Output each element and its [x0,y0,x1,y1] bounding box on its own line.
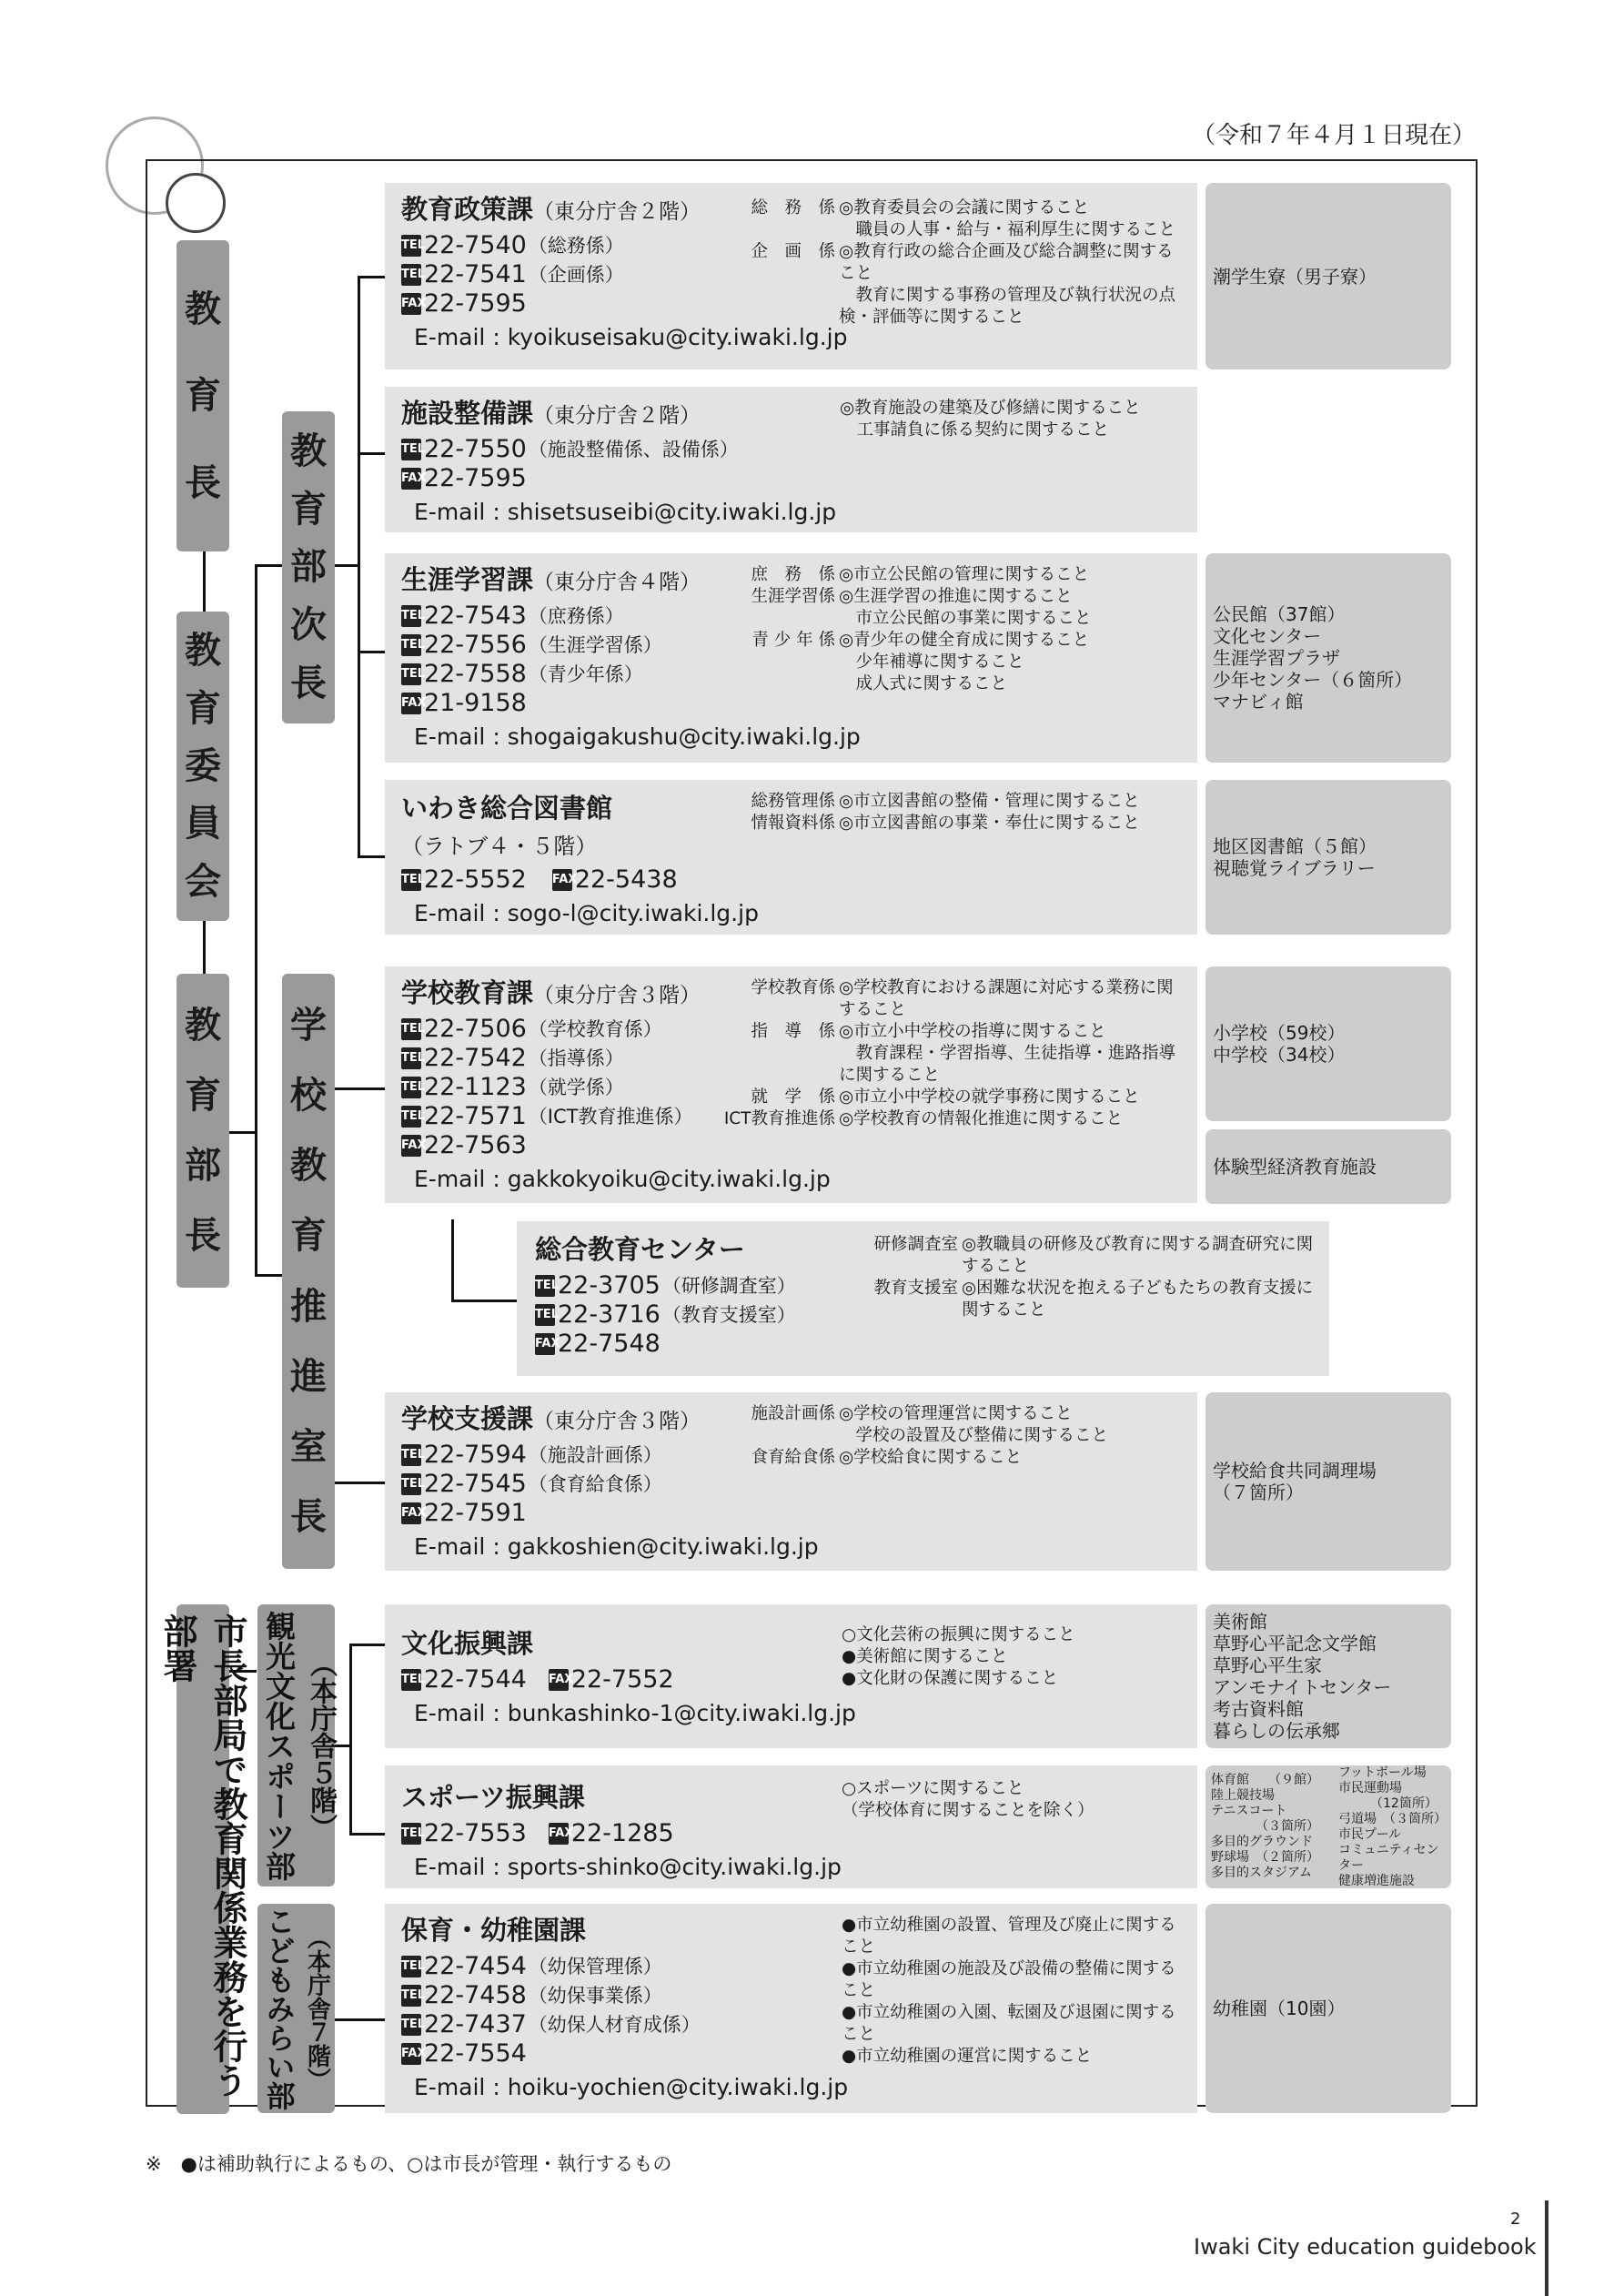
duty-text: ◎困難な状況を抱える子どもたちの教育支援に関すること [962,1279,1314,1320]
email-address: E-mail : hoiku-yochien@city.iwaki.lg.jp [414,2073,849,2100]
email-address: E-mail : bunkashinko-1@city.iwaki.lg.jp [414,1699,856,1726]
facility-item: 地区図書館（５館） [1213,835,1377,857]
connector-line [335,1482,385,1484]
phone-number: 22-1123 [424,1072,527,1101]
facility-box [1205,780,1451,935]
tel-icon: TEL [401,1985,421,2007]
section-title: いわき総合図書館 [401,793,613,824]
facility-box [1205,1765,1451,1888]
duty-unit [740,285,835,329]
section-title: 学校支援課（東分庁舎３階） [401,1403,701,1434]
facility-item: 健康増進施設 [1338,1873,1415,1888]
facility-item: 暮らしの伝承郷 [1213,1720,1340,1742]
duty-unit: 庶 務 係 [751,565,835,584]
duty-text: ●市立幼稚園の入園、転園及び退園に関すること [842,2003,1176,2044]
facility-item: 中学校（34校） [1213,1044,1346,1066]
duty-text: ●市立幼稚園の施設及び設備の整備に関すること [842,1959,1176,2000]
duty-text: ◎市立図書館の事業・奉仕に関すること [839,814,1140,833]
duty-text: ◎市立小中学校の指導に関すること [839,1022,1106,1041]
box-char: 部 [185,1145,221,1187]
duty-unit [740,673,835,695]
connector-line [335,564,359,567]
duty-unit: 総務管理係 [751,792,835,811]
page-edge-bar [1545,2200,1548,2296]
fax-number: 22-7548 [558,1329,661,1358]
contact-note: （学校教育係） [528,1017,662,1040]
facility-item: 弓道場 （３箇所） [1338,1811,1447,1826]
tel-icon: TEL [401,439,421,460]
tel-icon: TEL [401,634,421,656]
facility-item: テニスコート [1211,1804,1287,1818]
fax-icon: FAX [401,468,421,490]
section-shogai-gakushu [385,553,1197,763]
fax-number: 22-7591 [424,1498,527,1527]
tel-icon: TEL [401,1077,421,1098]
duty-text: 市立公民館の事業に関すること [839,609,1092,628]
duty-text: ●市立幼稚園の運営に関すること [842,2047,1093,2066]
connector-line [358,452,385,455]
duty-text: 教育に関する事務の管理及び執行状況の点検・評価等に関すること [839,286,1176,327]
section-title: 教育政策課（東分庁舎２階） [401,194,701,225]
facility-item: 考古資料館 [1213,1698,1304,1720]
duty-unit: 指 導 係 [751,1022,835,1041]
contact-note: （食育給食係） [528,1472,662,1495]
fax-icon: FAX [401,1135,421,1157]
duty-unit: 生涯学習係 [751,587,835,606]
connector-line [451,1219,454,1301]
duty-text: 学校の設置及び整備に関すること [839,1426,1109,1445]
connector-line [349,1644,352,1836]
tel-icon: TEL [401,1047,421,1069]
facility-item: 市民運動場 [1338,1780,1402,1795]
connector-line [358,276,360,858]
facility-box [1205,1392,1451,1571]
email-address: E-mail : gakkokyoiku@city.iwaki.lg.jp [414,1165,831,1192]
duty-unit: 就 学 係 [751,1087,835,1107]
email-address: E-mail : gakkoshien@city.iwaki.lg.jp [414,1532,819,1560]
contact-note: （青少年係） [528,663,643,685]
section-sogo-kyoiku-center [517,1221,1329,1376]
box-char: 学 [290,1005,327,1047]
kodomo-dept-location: （本庁舎７階） [303,1926,331,2091]
fax-icon: FAX [549,1823,569,1845]
duty-text: ●美術館に関すること [842,1647,1008,1666]
facility-item: 公民館（37館） [1213,603,1346,625]
duty-text: （学校体育に関することを除く） [842,1801,1094,1820]
duty-text: ◎学校の管理運営に関すること [839,1404,1073,1423]
phone-number: 22-7542 [424,1043,527,1072]
tel-icon: TEL [401,663,421,685]
facility-box [1205,553,1451,763]
duty-text: ◎教育施設の建築及び修繕に関すること [840,399,1141,418]
email-address: E-mail : shogaigakushu@city.iwaki.lg.jp [414,723,861,750]
tel-icon: TEL [401,2014,421,2036]
tel-icon: TEL [535,1304,555,1326]
box-char: 育 [185,375,221,417]
connector-line [358,651,385,653]
duty-text: ◎市立公民館の管理に関すること [839,565,1090,584]
tel-icon: TEL [401,1444,421,1466]
section-title: 学校教育課（東分庁舎３階） [401,977,701,1008]
contact-note: （施設計画係） [528,1443,662,1466]
box-char: 次 [290,604,327,647]
duty-text: ○スポーツに関すること [842,1779,1024,1798]
deputy-director-box [282,411,335,723]
duty-unit: 食育給食係 [751,1448,835,1467]
contact-note: （幼保人材育成係） [528,2013,701,2036]
phone-number: 22-7558 [424,659,527,688]
box-char: 進 [290,1355,327,1398]
box-char: 教 [185,630,221,673]
phone-number: 22-7541 [424,259,527,288]
section-title: 文化振興課 [401,1628,534,1659]
tel-icon: TEL [401,1823,421,1845]
duty-unit: 研修調査室 [873,1235,958,1254]
mayor-department-box [157,1604,247,2114]
connector-line [335,2018,385,2021]
duty-text: ◎市立図書館の整備・管理に関すること [839,792,1140,811]
box-char: 室 [290,1425,327,1468]
section-title: 保育・幼稚園課 [401,1915,587,1946]
connector-line [255,564,257,1276]
duty-text: ◎教育委員会の会議に関すること [839,198,1090,217]
fax-icon: FAX [549,1669,569,1691]
box-char: 長 [290,1495,327,1538]
contact-note: （企画係） [528,263,624,286]
facility-item: コミュニティセンター [1338,1842,1439,1873]
connector-line [358,276,385,278]
box-char: 育 [290,488,327,531]
facility-item: アンモナイトセンター [1213,1676,1392,1698]
fax-icon: FAX [535,1333,555,1355]
contact-note: （就学係） [528,1076,624,1098]
section-sogo-toshokan [385,780,1197,935]
connector-line [349,1833,385,1836]
duties-list [714,977,1190,1130]
contact-note: （施設整備係、設備係） [528,438,739,460]
box-char: 教 [185,288,221,330]
box-char: 長 [185,1215,221,1257]
duty-text: ◎学校教育における課題に対応する業務に関すること [839,978,1174,1019]
phone-number: 22-7545 [424,1469,527,1498]
contact-note: （研修調査室） [661,1274,796,1297]
tel-icon: TEL [401,605,421,627]
kodomo-dept-label: こどもみらい部 [261,1907,297,2110]
duties-list [740,564,1190,695]
contact-list [401,1819,1181,1848]
contact-note: （指導係） [528,1047,624,1069]
box-char: 員 [185,803,221,845]
duty-unit [740,608,835,630]
fax-number: 22-7595 [424,463,527,492]
phone-number: 22-7594 [424,1440,527,1469]
contact-list [401,865,1181,895]
tel-icon: TEL [401,1106,421,1128]
duty-unit [740,1425,835,1447]
duty-text: ◎市立小中学校の就学事務に関すること [839,1087,1140,1107]
facility-column [1333,1765,1451,1889]
board-of-education-box [177,612,229,921]
phone-number: 22-7556 [424,630,527,659]
tourism-dept-location: （本庁舎５階） [305,1650,337,1841]
section-location: （ラトブ４・５階） [401,833,598,859]
phone-number: 22-7506 [424,1014,527,1043]
decorative-circle [166,173,226,233]
connector-line [255,564,282,567]
duty-unit: ICT教育推進係 [723,1109,835,1128]
facility-item: 学校給食共同調理場 [1213,1460,1377,1482]
phone-number: 22-7550 [424,434,527,463]
fax-icon: FAX [401,293,421,315]
facility-item: 幼稚園（10園） [1213,1998,1346,2019]
duties-list [740,1403,1190,1469]
email-address: E-mail : kyoikuseisaku@city.iwaki.lg.jp [414,323,848,350]
tel-icon: TEL [401,1669,421,1691]
box-char: 長 [290,663,327,705]
phone-number: 22-7553 [424,1818,527,1847]
tel-icon: TEL [401,235,421,257]
duty-unit: 総 務 係 [751,198,835,217]
box-char: 育 [290,1215,327,1258]
tel-icon: TEL [401,264,421,286]
facility-item: 草野心平生家 [1213,1654,1322,1676]
section-title: スポーツ振興課 [401,1782,585,1813]
fax-icon: FAX [401,2043,421,2065]
phone-number: 22-3705 [558,1270,661,1300]
duty-unit: 教育支援室 [873,1279,958,1298]
section-gakko-shien [385,1392,1197,1571]
contact-note: （教育支援室） [661,1303,796,1326]
guidebook-brand: Iwaki City education guidebook [1194,2234,1537,2260]
fax-number: 22-7554 [424,2038,527,2068]
facility-item: 少年センター（６箇所） [1213,669,1413,691]
contact-note: （総務係） [528,234,624,257]
phone-number: 22-7540 [424,230,527,259]
box-char: 教 [290,430,327,472]
phone-number: 22-7458 [424,1980,527,2009]
school-education-office-box [282,974,335,1569]
box-char: 教 [290,1145,327,1188]
duty-text: ●市立幼稚園の設置、管理及び廃止に関すること [842,1916,1176,1957]
fax-number: 21-9158 [424,688,527,717]
email-address: E-mail : shisetsuseibi@city.iwaki.lg.jp [414,498,837,525]
footnote: ※ ●は補助執行によるもの、○は市長が管理・執行するもの [146,2153,672,2175]
connector-line [255,1274,282,1277]
contact-note: （生涯学習係） [528,633,662,656]
phone-number: 22-7543 [424,601,527,630]
duties-list [740,791,1190,834]
duty-unit: 学校教育係 [751,978,835,997]
duty-text: 少年補導に関すること [839,652,1024,672]
phone-number: 22-5552 [424,865,527,894]
phone-number: 22-7544 [424,1664,527,1694]
facility-item: 野球場 （２箇所） [1211,1850,1319,1865]
tourism-dept-label: 観光文化スポーツ部 [261,1610,297,1881]
page-number: 2 [1510,2210,1521,2229]
facility-item: 陸上競技場 [1211,1788,1275,1803]
connector-line [229,1131,257,1134]
facility-item: 潮学生寮（男子寮） [1213,265,1377,288]
fax-number: 22-5438 [574,865,678,894]
box-char: 校 [290,1075,327,1118]
duty-text: ◎教職員の研修及び教育に関する調査研究に関すること [962,1235,1314,1276]
kodomo-mirai-box [257,1904,335,2113]
section-bunka-shinko [385,1604,1197,1748]
facility-item: 体験型経済教育施設 [1213,1156,1377,1178]
fax-icon: FAX [401,693,421,714]
duty-text: ○文化芸術の振興に関すること [842,1625,1075,1644]
duty-unit [714,1043,835,1087]
tel-icon: TEL [401,1473,421,1495]
duties-list [842,1624,1190,1690]
box-char: 部 [290,546,327,589]
duty-unit: 企 画 係 [751,242,835,261]
duty-text: ◎学校教育の情報化推進に関すること [839,1109,1124,1128]
facility-box [1205,1129,1451,1204]
duty-text: ◎教育行政の総合企画及び総合調整に関すること [839,242,1174,283]
connector-line [335,1087,385,1090]
facility-item: 草野心平記念文学館 [1213,1633,1377,1654]
contact-note: （幼保事業係） [528,1984,662,2007]
section-title: 生涯学習課（東分庁舎４階） [401,564,701,595]
facility-item: 市民プール [1338,1826,1402,1842]
phone-number: 22-7454 [424,1951,527,1980]
contact-list [401,435,1181,493]
duties-list [842,1778,1190,1822]
box-char: 委 [185,744,221,787]
box-char: 育 [185,687,221,730]
education-director-box [177,974,229,1288]
fax-number: 22-7552 [570,1664,674,1694]
facility-item: 小学校（59校） [1213,1022,1346,1044]
section-hoiku-yochien [385,1904,1197,2113]
facility-item: （３箇所） [1211,1819,1319,1834]
superintendent-box [177,240,229,551]
facility-box [1205,966,1451,1121]
contact-note: （庶務係） [528,604,624,627]
facility-item: 生涯学習プラザ [1213,647,1340,669]
fax-number: 22-7563 [424,1130,527,1159]
phone-number: 22-7437 [424,2009,527,2038]
phone-number: 22-7571 [424,1101,527,1130]
duty-text: 成人式に関すること [839,674,1008,693]
facility-item: 多目的グラウンド [1211,1835,1313,1849]
facility-item: マナビィ館 [1213,691,1304,713]
email-address: E-mail : sogo-l@city.iwaki.lg.jp [414,899,759,926]
box-char: 推 [290,1285,327,1328]
tourism-culture-sports-box [257,1604,335,1886]
facility-item: 文化センター [1213,625,1322,647]
facility-box [1205,1904,1451,2113]
duty-unit: 青 少 年 係 [751,631,835,650]
connector-line [349,1644,385,1646]
facility-item: 美術館 [1213,1611,1267,1633]
tel-icon: TEL [535,1275,555,1297]
duties-list [842,1915,1190,2068]
section-title: 施設整備課（東分庁舎２階） [401,398,701,429]
facility-item: 体育館 （９館） [1211,1773,1319,1787]
duty-text: 工事請負に係る契約に関すること [840,420,1110,440]
section-kyoiku-seisaku [385,183,1197,369]
connector-line [451,1300,517,1302]
duty-text: 職員の人事・給与・福利厚生に関すること [839,220,1176,239]
duties-list [740,197,1190,329]
facility-item: 視聴覚ライブラリー [1213,857,1376,879]
contact-note: （ICT教育推進係） [528,1105,693,1128]
date-note: （令和７年４月１日現在） [1192,122,1477,149]
email-address: E-mail : sports-shinko@city.iwaki.lg.jp [414,1853,842,1880]
duty-text: ●文化財の保護に関すること [842,1669,1059,1688]
section-gakko-kyoiku [385,966,1197,1203]
facility-item: （12箇所） [1338,1795,1437,1811]
facility-item: 多目的スタジアム [1211,1866,1313,1880]
connector-line [358,855,385,858]
mayor-department-label: 市長部局で教育関係業務を行う部署 [157,1613,247,2098]
section-sports-shinko [385,1765,1197,1888]
duty-unit: 施設計画係 [751,1404,835,1423]
phone-number: 22-3716 [558,1300,661,1329]
tel-icon: TEL [401,869,421,891]
connector-line [203,919,206,974]
box-char: 長 [185,461,221,504]
fax-icon: FAX [552,869,572,891]
box-char: 会 [185,860,221,903]
facility-box [1205,183,1451,369]
duties-list [840,398,1190,441]
facility-item: （７箇所） [1213,1482,1304,1503]
section-shisetsu-seibi [385,387,1197,532]
duty-text: 教育課程・学習指導、生徒指導・進路指導に関すること [839,1044,1176,1085]
connector-line [203,551,206,614]
duty-text: ◎生涯学習の推進に関すること [839,587,1073,606]
duty-text: ◎青少年の健全育成に関すること [839,631,1090,650]
duty-text: ◎学校給食に関すること [839,1448,1023,1467]
facility-column [1205,1773,1333,1881]
fax-number: 22-1285 [570,1818,674,1847]
facility-box [1205,1604,1451,1748]
tel-icon: TEL [401,1956,421,1977]
duty-unit: 情報資料係 [751,814,835,833]
duties-list [862,1234,1322,1321]
box-char: 育 [185,1075,221,1117]
tel-icon: TEL [401,1018,421,1040]
fax-number: 22-7595 [424,288,527,318]
box-char: 教 [185,1005,221,1047]
duty-unit [740,652,835,673]
duty-unit [740,219,835,241]
fax-icon: FAX [401,1502,421,1524]
facility-item: フットボール場 [1338,1765,1427,1780]
section-title: 総合教育センター [535,1234,745,1265]
contact-note: （幼保管理係） [528,1955,662,1977]
